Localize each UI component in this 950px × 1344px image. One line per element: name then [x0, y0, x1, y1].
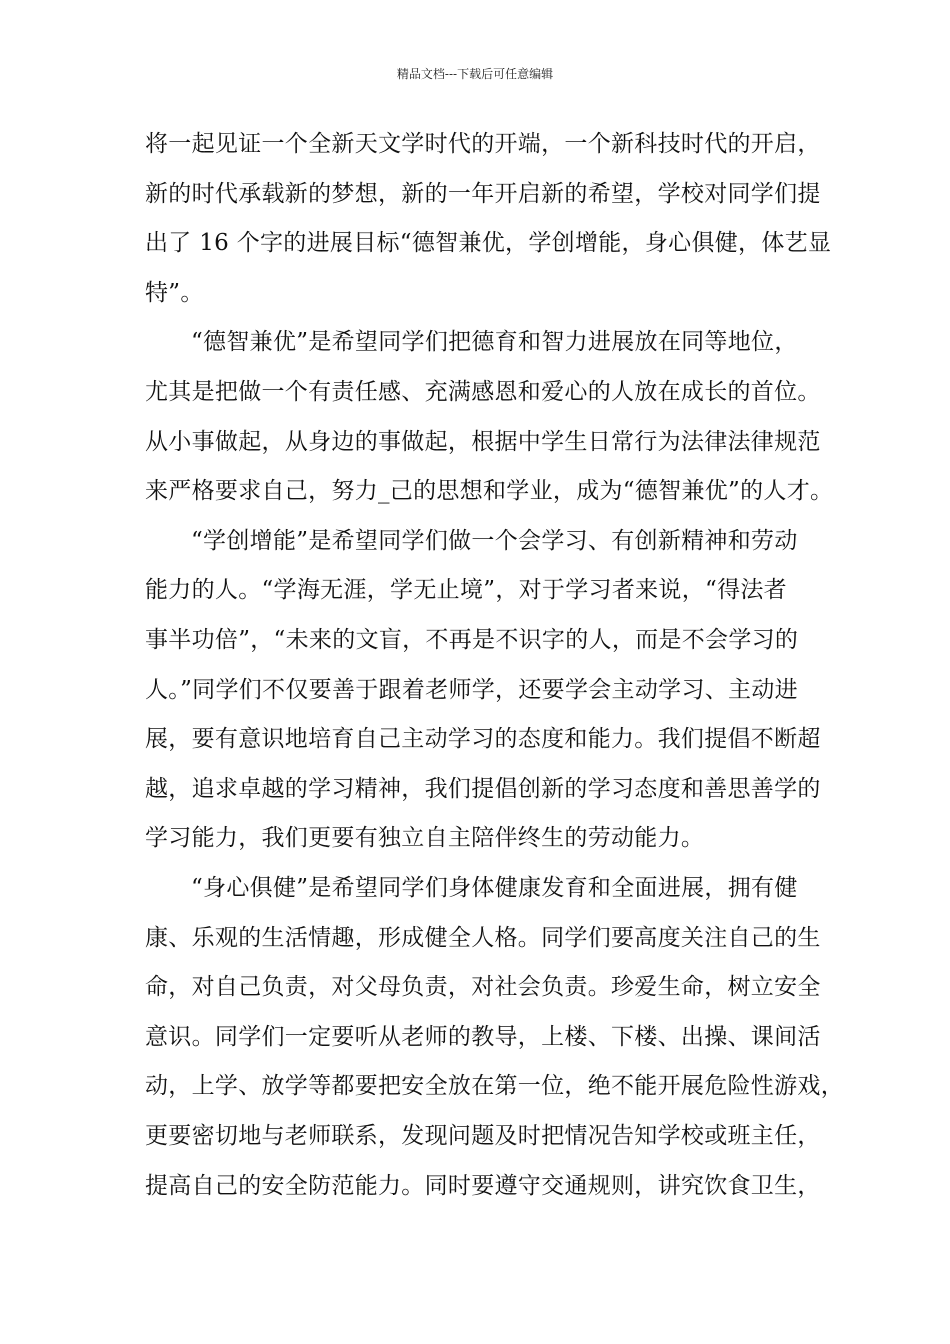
paragraph-first-line: “德智兼优”是希望同学们把德育和智力进展放在同等地位，	[191, 329, 798, 356]
text-line: 尤其是把做一个有责任感、充满感恩和爱心的人放在成长的首位。	[145, 379, 821, 405]
text-line: 特”。	[145, 279, 204, 306]
text-line: 意识。同学们一定要听从老师的教导，上楼、下楼、出操、课间活	[145, 1023, 821, 1050]
text-line: 更要密切地与老师联系，发现问题及时把情况告知学校或班主任，	[145, 1123, 821, 1149]
text-line: 人。”同学们不仅要善于跟着老师学，还要学会主动学习、主动进	[145, 676, 798, 703]
paragraph-first-line: “身心俱健”是希望同学们身体健康发育和全面进展，拥有健	[191, 875, 798, 901]
paragraph-first-line: “学创增能”是希望同学们做一个会学习、有创新精神和劳动	[191, 527, 798, 554]
text-line: 学习能力，我们更要有独立自主陪伴终生的劳动能力。	[145, 825, 705, 852]
text-line: 康、乐观的生活情趣，形成健全人格。同学们要高度关注自己的生	[145, 924, 821, 951]
text-line: 事半功倍”，“未来的文盲，不再是不识字的人，而是不会学习的	[145, 627, 799, 653]
text-line: 越，追求卓越的学习精神，我们提倡创新的学习态度和善思善学的	[145, 775, 821, 802]
text-line: 命，对自己负责，对父母负责，对社会负责。珍爱生命，树立安全	[145, 974, 821, 1001]
text-line: 来严格要求自己，努力_己的思想和学业，成为“德智兼优”的人才。	[145, 478, 834, 505]
text-line: 提高自己的安全防范能力。同时要遵守交通规则，讲究饮食卫生，	[145, 1172, 821, 1199]
text-line: 展，要有意识地培育自己主动学习的态度和能力。我们提倡不断超	[145, 726, 821, 753]
text-line: 动，上学、放学等都要把安全放在第一位，绝不能开展危险性游戏，	[145, 1073, 844, 1100]
page-header: 精品文档---下载后可任意编辑	[396, 67, 554, 81]
text-line: 新的时代承载新的梦想，新的一年开启新的希望，学校对同学们提	[145, 180, 821, 207]
text-line: 出了 16 个字的进展目标“德智兼优，学创增能，身心俱健，体艺显	[145, 230, 832, 257]
text-line: 将一起见证一个全新天文学时代的开端，一个新科技时代的开启，	[145, 131, 821, 157]
text-line: 从小事做起，从身边的事做起，根据中学生日常行为法律法律规范	[145, 428, 821, 455]
text-line: 能力的人。“学海无涯，学无止境”，对于学习者来说，“得法者	[145, 577, 787, 604]
